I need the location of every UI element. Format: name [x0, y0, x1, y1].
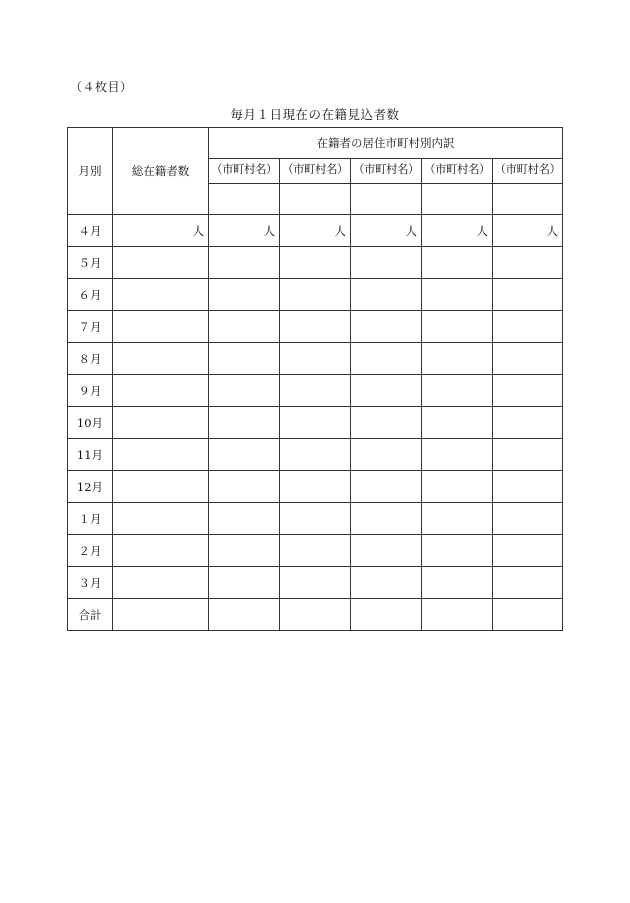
municipality-5-cell[interactable] [493, 311, 563, 343]
header-municipality-5: （市町村名） [493, 159, 563, 184]
municipality-1-cell[interactable] [209, 311, 280, 343]
municipality-2-cell[interactable] [280, 279, 351, 311]
municipality-2-cell[interactable] [280, 439, 351, 471]
municipality-1-cell[interactable] [209, 567, 280, 599]
table-row [68, 599, 563, 631]
municipality-2-cell[interactable] [280, 535, 351, 567]
municipality-2-cell[interactable] [280, 471, 351, 503]
municipality-2-cell[interactable] [280, 407, 351, 439]
municipality-5-cell[interactable] [493, 247, 563, 279]
table-row [68, 567, 563, 599]
total-enrolled-cell[interactable] [113, 439, 209, 471]
municipality-4-cell[interactable] [422, 599, 493, 631]
month-cell: 12月 [68, 471, 113, 503]
page-title: 毎月１日現在の在籍見込者数 [230, 107, 400, 122]
municipality-1-cell[interactable] [209, 439, 280, 471]
header-month: 月別 [68, 128, 113, 215]
municipality-5-cell[interactable] [493, 471, 563, 503]
table-row [68, 311, 563, 343]
municipality-3-cell[interactable] [351, 311, 422, 343]
municipality-2-cell[interactable] [280, 311, 351, 343]
table-row [68, 439, 563, 471]
municipality-2-cell[interactable] [280, 567, 351, 599]
month-cell: ４月 [68, 215, 113, 247]
municipality-4-cell[interactable]: 人 [422, 215, 493, 247]
month-cell: ９月 [68, 375, 113, 407]
municipality-4-cell[interactable] [422, 407, 493, 439]
table-row [68, 407, 563, 439]
municipality-1-cell[interactable] [209, 375, 280, 407]
municipality-4-cell[interactable] [422, 471, 493, 503]
municipality-1-cell[interactable] [209, 471, 280, 503]
municipality-1-cell[interactable] [209, 535, 280, 567]
municipality-1-cell[interactable]: 人 [209, 215, 280, 247]
municipality-3-cell[interactable] [351, 439, 422, 471]
municipality-3-cell[interactable] [351, 503, 422, 535]
municipality-4-cell[interactable] [422, 567, 493, 599]
header-municipality-4-space [422, 184, 493, 215]
header-total-enrolled: 総在籍者数 [113, 128, 209, 215]
municipality-5-cell[interactable] [493, 343, 563, 375]
header-municipality-1-space [209, 184, 280, 215]
municipality-5-cell[interactable] [493, 599, 563, 631]
municipality-2-cell[interactable] [280, 247, 351, 279]
month-cell: ７月 [68, 311, 113, 343]
month-cell: ５月 [68, 247, 113, 279]
municipality-1-cell[interactable] [209, 343, 280, 375]
total-enrolled-cell[interactable] [113, 407, 209, 439]
municipality-5-cell[interactable] [493, 407, 563, 439]
header-municipality-1: （市町村名） [209, 159, 280, 184]
municipality-3-cell[interactable] [351, 567, 422, 599]
total-enrolled-cell[interactable] [113, 375, 209, 407]
header-breakdown: 在籍者の居住市町村別内訳 [209, 128, 563, 159]
month-cell: 11月 [68, 439, 113, 471]
total-enrolled-cell[interactable] [113, 279, 209, 311]
municipality-3-cell[interactable] [351, 247, 422, 279]
municipality-3-cell[interactable] [351, 407, 422, 439]
municipality-3-cell[interactable] [351, 343, 422, 375]
month-cell: ２月 [68, 535, 113, 567]
municipality-1-cell[interactable] [209, 599, 280, 631]
municipality-1-cell[interactable] [209, 247, 280, 279]
municipality-4-cell[interactable] [422, 439, 493, 471]
municipality-5-cell[interactable]: 人 [493, 215, 563, 247]
municipality-1-cell[interactable] [209, 279, 280, 311]
month-cell: 合計 [68, 599, 113, 631]
municipality-2-cell[interactable] [280, 503, 351, 535]
municipality-3-cell[interactable] [351, 375, 422, 407]
table-row [68, 215, 563, 247]
municipality-3-cell[interactable] [351, 535, 422, 567]
municipality-5-cell[interactable] [493, 439, 563, 471]
total-enrolled-cell[interactable] [113, 247, 209, 279]
municipality-5-cell[interactable] [493, 535, 563, 567]
table-row [68, 279, 563, 311]
municipality-1-cell[interactable] [209, 407, 280, 439]
municipality-2-cell[interactable] [280, 599, 351, 631]
total-enrolled-cell[interactable] [113, 599, 209, 631]
table-row [68, 375, 563, 407]
municipality-4-cell[interactable] [422, 503, 493, 535]
municipality-2-cell[interactable] [280, 343, 351, 375]
table-row [68, 471, 563, 503]
table-row [68, 535, 563, 567]
enrollment-table [67, 127, 563, 631]
municipality-4-cell[interactable] [422, 247, 493, 279]
month-cell: ３月 [68, 567, 113, 599]
municipality-4-cell[interactable] [422, 279, 493, 311]
municipality-5-cell[interactable] [493, 279, 563, 311]
total-enrolled-cell[interactable] [113, 535, 209, 567]
municipality-5-cell[interactable] [493, 503, 563, 535]
total-enrolled-cell[interactable] [113, 567, 209, 599]
municipality-2-cell[interactable]: 人 [280, 215, 351, 247]
month-cell: ８月 [68, 343, 113, 375]
municipality-3-cell[interactable]: 人 [351, 215, 422, 247]
table-row [68, 503, 563, 535]
total-enrolled-cell[interactable]: 人 [113, 215, 209, 247]
table-row [68, 343, 563, 375]
sheet-number-label: （４枚目） [70, 80, 133, 94]
municipality-5-cell[interactable] [493, 567, 563, 599]
header-municipality-2: （市町村名） [280, 159, 351, 184]
total-enrolled-cell[interactable] [113, 343, 209, 375]
header-municipality-3-space [351, 184, 422, 215]
header-municipality-5-space [493, 184, 563, 215]
total-enrolled-cell[interactable] [113, 311, 209, 343]
header-municipality-2-space [280, 184, 351, 215]
table-body [68, 215, 563, 631]
municipality-3-cell[interactable] [351, 599, 422, 631]
municipality-3-cell[interactable] [351, 471, 422, 503]
municipality-4-cell[interactable] [422, 535, 493, 567]
total-enrolled-cell[interactable] [113, 471, 209, 503]
municipality-4-cell[interactable] [422, 375, 493, 407]
municipality-4-cell[interactable] [422, 311, 493, 343]
table-row [68, 247, 563, 279]
header-municipality-3: （市町村名） [351, 159, 422, 184]
month-cell: ６月 [68, 279, 113, 311]
month-cell: １月 [68, 503, 113, 535]
header-municipality-4: （市町村名） [422, 159, 493, 184]
municipality-2-cell[interactable] [280, 375, 351, 407]
month-cell: 10月 [68, 407, 113, 439]
municipality-1-cell[interactable] [209, 503, 280, 535]
municipality-4-cell[interactable] [422, 343, 493, 375]
total-enrolled-cell[interactable] [113, 503, 209, 535]
municipality-5-cell[interactable] [493, 375, 563, 407]
municipality-3-cell[interactable] [351, 279, 422, 311]
